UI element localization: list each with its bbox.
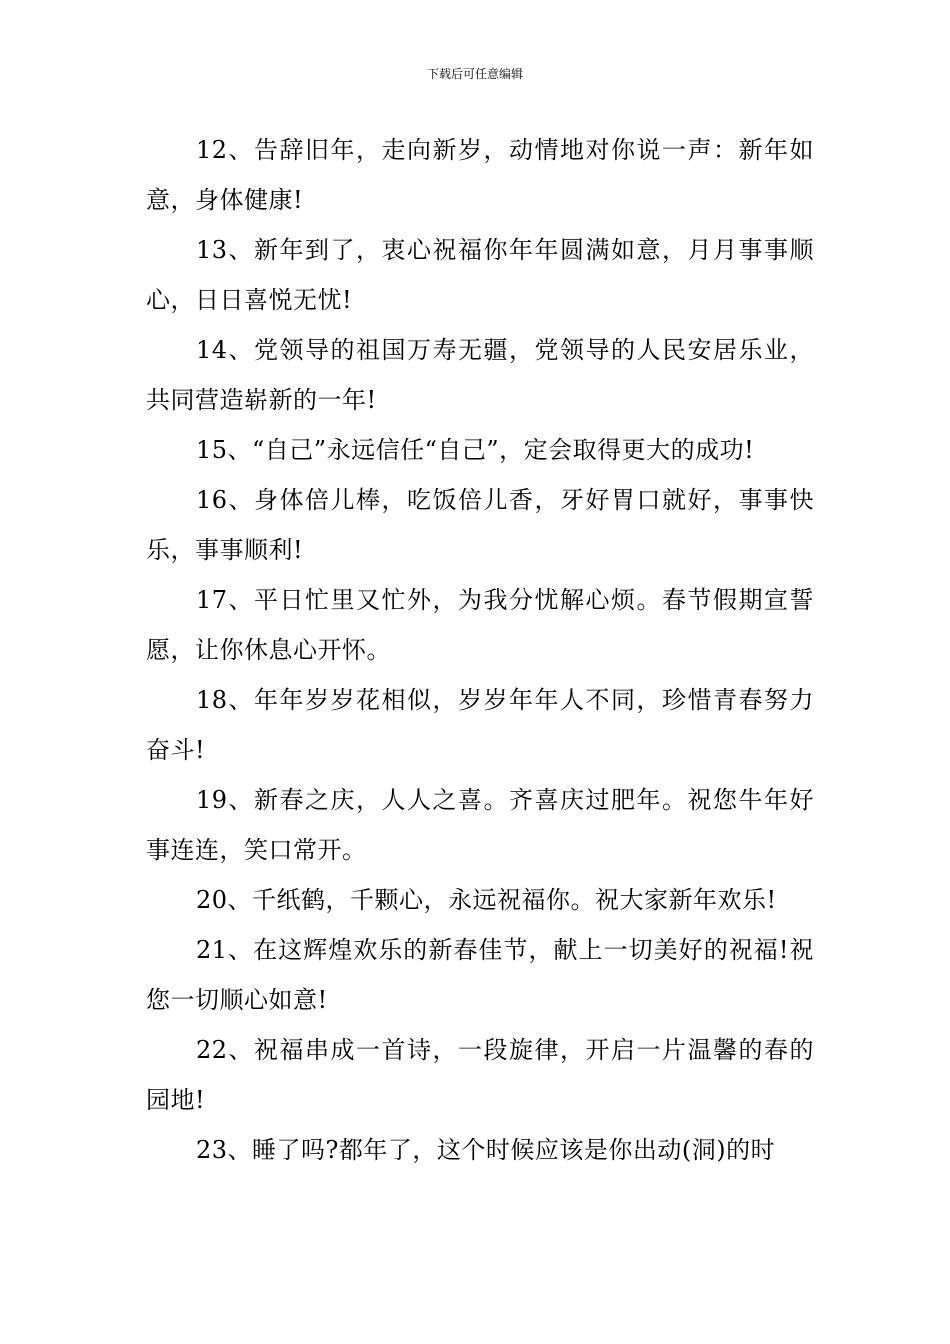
paragraph-16: 16、身体倍儿棒，吃饭倍儿香，牙好胃口就好，事事快乐，事事顺利! [146, 486, 814, 564]
paragraph-15: 15、“自己”永远信任“自己”，定会取得更大的成功! [196, 436, 755, 464]
paragraph-18: 18、年年岁岁花相似，岁岁年年人不同，珍惜青春努力奋斗! [146, 686, 814, 764]
paragraph-13: 13、新年到了，衷心祝福你年年圆满如意，月月事事顺心，日日喜悦无忧! [146, 236, 814, 314]
paragraph-14: 14、党领导的祖国万寿无疆，党领导的人民安居乐业，共同营造崭新的一年! [146, 336, 814, 414]
paragraph-22: 22、祝福串成一首诗，一段旋律，开启一片温馨的春的园地! [146, 1036, 814, 1114]
paragraph-19: 19、新春之庆，人人之喜。齐喜庆过肥年。祝您牛年好事连连，笑口常开。 [146, 786, 814, 864]
document-body [146, 125, 814, 1175]
paragraph-21: 21、在这辉煌欢乐的新春佳节，献上一切美好的祝福!祝您一切顺心如意! [146, 936, 814, 1014]
paragraph-17: 17、平日忙里又忙外，为我分忧解心烦。春节假期宣誓愿，让你休息心开怀。 [146, 586, 814, 664]
paragraph-12: 12、告辞旧年，走向新岁，动情地对你说一声：新年如意，身体健康! [146, 136, 814, 214]
page-header: 下载后可任意编辑 [426, 67, 523, 81]
paragraph-23: 23、睡了吗?都年了，这个时候应该是你出动(洞)的时 [196, 1136, 776, 1164]
paragraph-20: 20、千纸鹤，千颗心，永远祝福你。祝大家新年欢乐! [196, 886, 777, 914]
